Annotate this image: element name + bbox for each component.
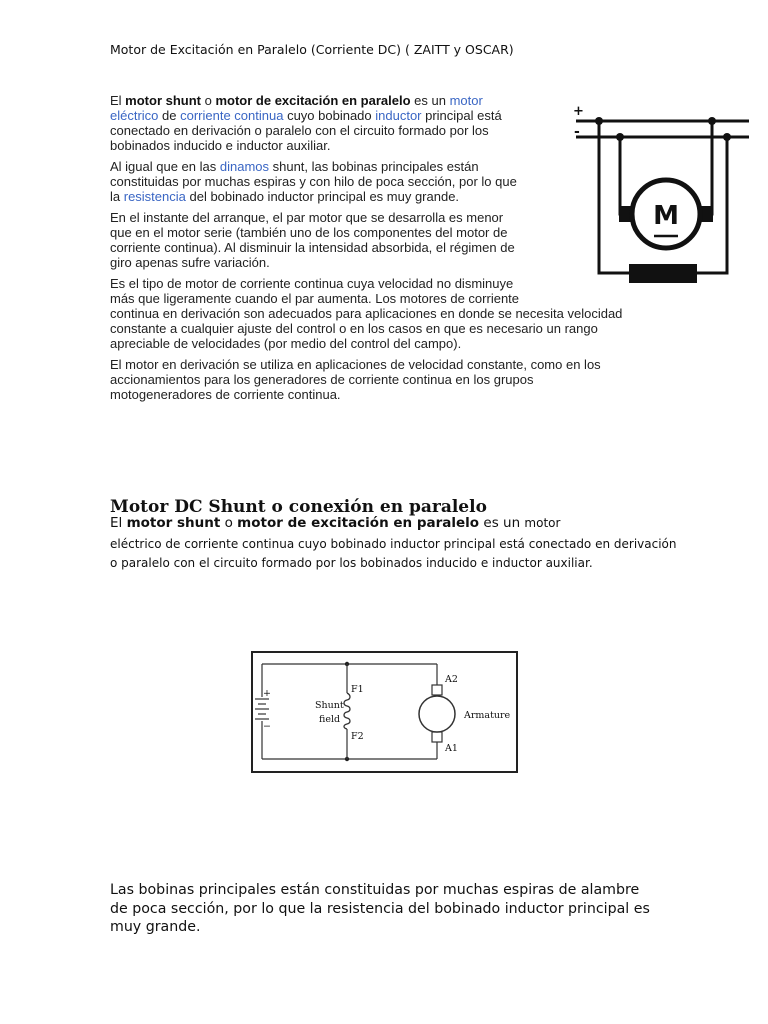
paragraph-3-line: que en el motor serie (también uno de los componentes del motor de <box>110 225 508 240</box>
text-run: es un <box>410 93 450 108</box>
link-corriente-continua[interactable]: corriente continua <box>180 108 284 123</box>
bold-term: motor shunt <box>126 515 221 531</box>
text-run: es un <box>479 515 525 531</box>
bottom-line-3: muy grande. <box>110 919 201 935</box>
paragraph-4 <box>110 276 622 351</box>
bottom-line-2: de poca sección, por lo que la resistencia del bobinado inductor principal es <box>110 900 650 917</box>
armature-circle <box>419 696 455 732</box>
text-run: principal está <box>421 108 502 123</box>
battery-minus-label: − <box>263 721 271 732</box>
paragraph-4-line: apreciable de velocidades (por medio del control del campo). <box>110 336 462 351</box>
paragraph-5-line: accionamientos para los generadores de corriente continua en los grupos <box>110 372 534 387</box>
paragraph-1-line-2 <box>110 108 502 123</box>
text-run: del bobinado inductor principal es muy grande. <box>185 189 460 204</box>
shunt-circuit-diagram-figure <box>251 651 518 773</box>
paragraph-5-line: motogeneradores de corriente continua. <box>110 387 341 402</box>
paragraph-2 <box>110 159 517 204</box>
paragraph-5-line: El motor en derivación se utiliza en aplicaciones de velocidad constante, como en los <box>110 357 601 372</box>
paragraph-4-line: Es el tipo de motor de corriente continua cuya velocidad no disminuye <box>110 276 514 291</box>
text-run: El <box>110 515 127 531</box>
paragraph-4-line: continua en derivación son adecuados para aplicaciones en donde se necesita velocidad <box>110 306 623 321</box>
paragraph-3 <box>110 210 515 270</box>
shunt-motor-schematic-figure <box>566 100 756 290</box>
link-dinamos[interactable]: dinamos <box>219 159 269 174</box>
a2-label: A2 <box>445 674 458 685</box>
armature-label: Armature <box>464 710 511 721</box>
document-header: Motor de Excitación en Paralelo (Corriente DC) ( ZAITT y OSCAR) <box>110 42 514 57</box>
paragraph-1-line-1 <box>110 93 502 108</box>
paragraph-3-line: En el instante del arranque, el par motor que se desarrolla es menor <box>110 210 504 225</box>
paragraph-4-line: más que ligeramente cuando el par aumenta. Los motores de corriente <box>110 291 520 306</box>
paragraph-3-line: corriente continua). Al disminuir la intensidad absorbida, el régimen de <box>110 240 515 255</box>
text-run: Al igual que en las <box>110 159 220 174</box>
f2-label: F2 <box>351 731 364 742</box>
paragraph-1-line-4: bobinados inducido e inductor auxiliar. <box>110 138 331 153</box>
shunt-field-coil <box>629 264 697 283</box>
motor-letter-m: M <box>653 201 679 231</box>
paragraph-2-line-1 <box>110 159 517 174</box>
bold-term: motor de excitación en paralelo <box>215 93 411 108</box>
section-2-line-2: eléctrico de corriente continua cuyo bobinado inductor principal está conectado en derivación <box>110 537 677 551</box>
section-title: Motor DC Shunt o conexión en paralelo <box>110 497 487 517</box>
paragraph-2-line-2: constituidas por muchas espiras y con hilo de poca sección, por lo que <box>110 174 517 189</box>
plus-symbol: + <box>573 104 584 119</box>
a1-label: A1 <box>445 743 458 754</box>
paragraph-1-line-3: conectado en derivación o paralelo con el circuito formado por los <box>110 123 489 138</box>
armature-wire-left <box>620 137 632 214</box>
brush-left <box>619 206 631 222</box>
text-run: cuyo bobinado <box>283 108 376 123</box>
paragraph-1 <box>110 93 502 153</box>
brush-a2 <box>432 685 442 695</box>
bold-term: motor shunt <box>125 93 201 108</box>
shunt-label: Shunt <box>315 700 344 711</box>
brush-a1 <box>432 732 442 742</box>
brush-right <box>701 206 713 222</box>
text-run: motor <box>524 516 561 530</box>
bold-term: motor de excitación en paralelo <box>237 515 480 531</box>
text-run: la <box>110 189 124 204</box>
armature-wire-right <box>700 121 712 214</box>
bottom-paragraph <box>110 881 670 937</box>
paragraph-2-line-3 <box>110 189 517 204</box>
paragraph-3-line: giro apenas sufre variación. <box>110 255 270 270</box>
link-motor[interactable]: motor <box>449 93 483 108</box>
text-run: El <box>110 93 126 108</box>
link-electrico[interactable]: eléctrico <box>110 108 159 123</box>
text-run: shunt, las bobinas principales están <box>269 159 479 174</box>
link-resistencia[interactable]: resistencia <box>123 189 186 204</box>
field-label: field <box>319 714 341 725</box>
paragraph-4-line: constante a cualquier ajuste del control o en los casos en que es necesario un rango <box>110 321 598 336</box>
battery-plus-label: + <box>263 688 271 699</box>
text-run: o <box>220 515 238 531</box>
f1-label: F1 <box>351 684 364 695</box>
bottom-line-1: Las bobinas principales están constituidas por muchas espiras de alambre <box>110 882 640 898</box>
link-inductor[interactable]: inductor <box>375 108 422 123</box>
text-run: o <box>201 93 216 108</box>
section-2-line-1 <box>110 515 560 531</box>
section-2-line-3: o paralelo con el circuito formado por los bobinados inducido e inductor auxiliar. <box>110 556 593 570</box>
minus-symbol: - <box>574 124 580 140</box>
field-wire-left <box>599 121 629 273</box>
paragraph-5 <box>110 357 601 402</box>
text-run: de <box>158 108 181 123</box>
